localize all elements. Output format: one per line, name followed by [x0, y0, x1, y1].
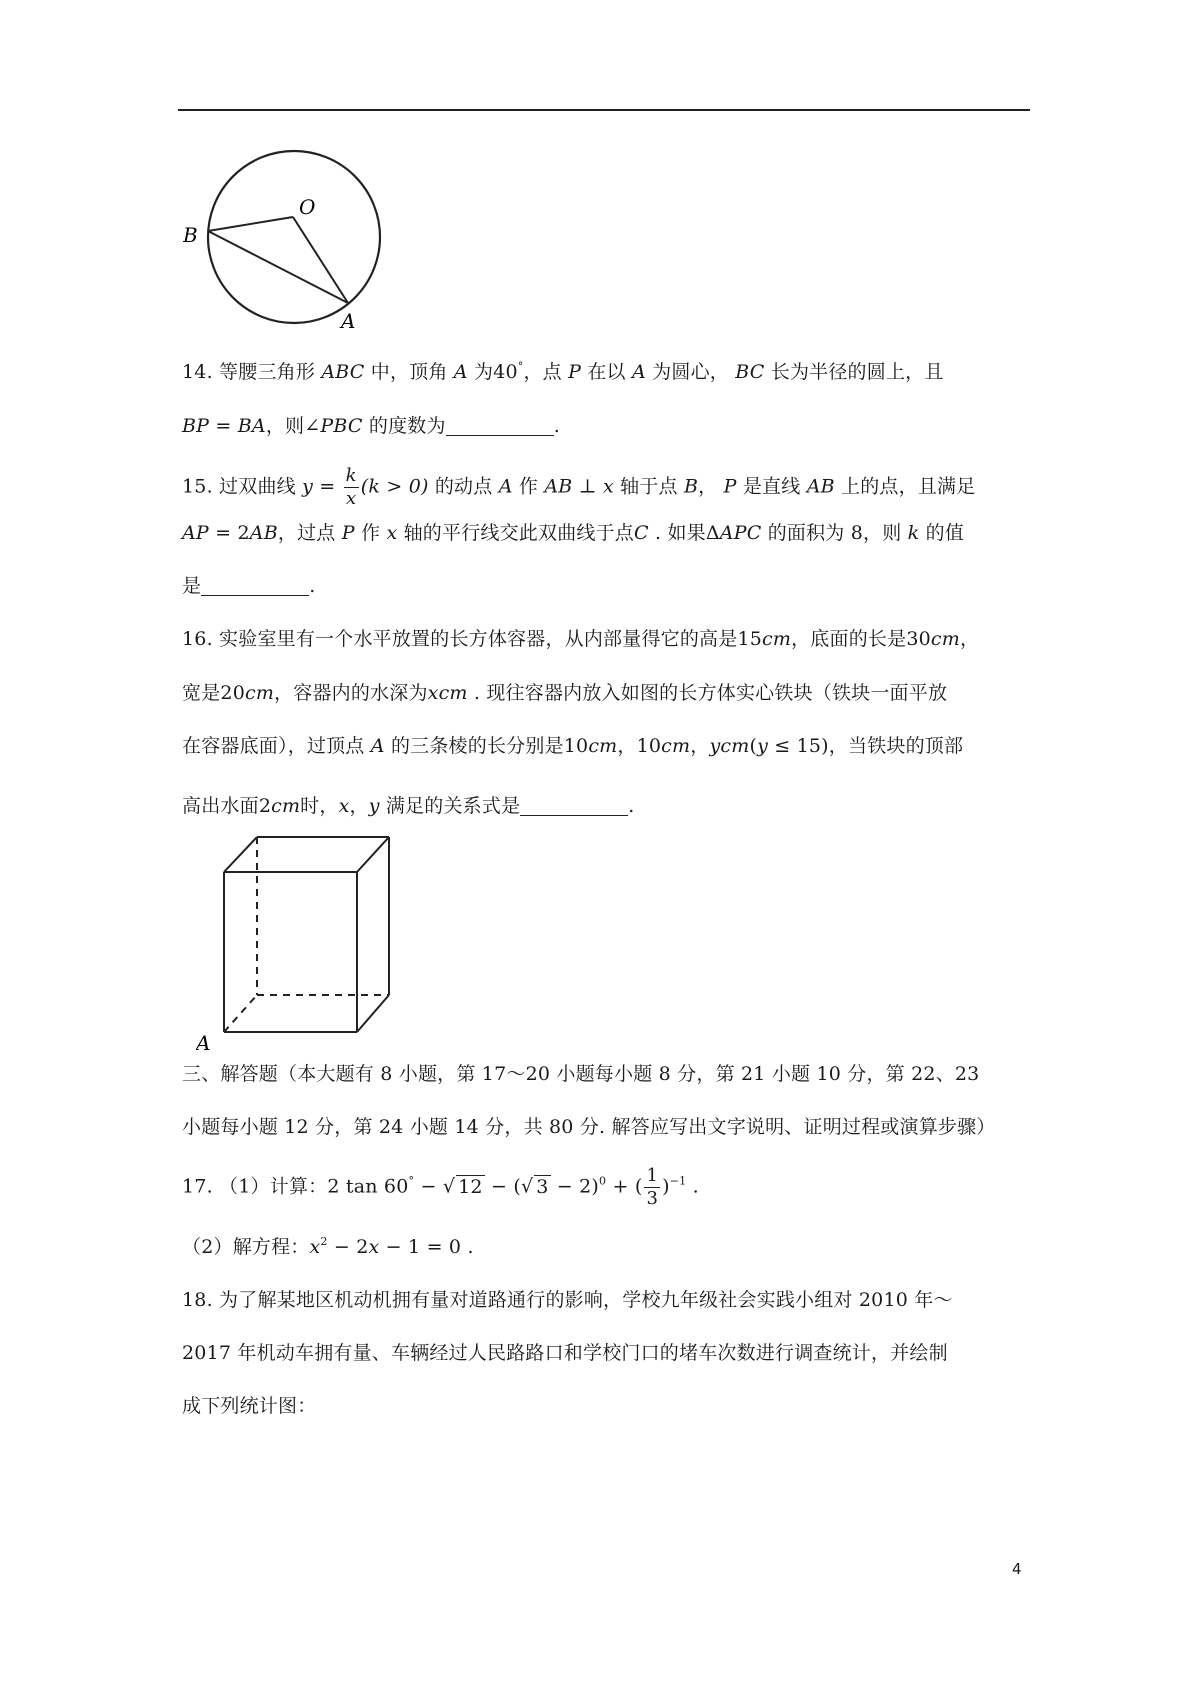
section-3-line-2: 小题每小题 12 分，第 24 小题 14 分，共 80 分. 解答应写出文字说明、证明过程或演算步骤） [182, 1116, 996, 1138]
q15-line-2: AP = 2AB，过点 P 作 x 轴的平行线交此双曲线于点C . 如果ΔAPC 的面积为 8，则 k 的值 [182, 522, 965, 544]
q17-line-1: 17. （1）计算：2 tan 60° − √ 12 − (√ 3 − 2)$^0$ + ( $\frac{1}{3}$ )$^{-1}$ . [182, 1165, 699, 1209]
page-number: 4 [1012, 1560, 1022, 1578]
q18-line-3: 成下列统计图： [182, 1395, 317, 1417]
fraction-k-over-x: $\frac{k}{x}$ [345, 465, 357, 509]
box-figure [196, 828, 406, 1050]
q15-answer-blank[interactable] [201, 575, 309, 596]
q14-line-1: 14. 等腰三角形 ABC 中，顶角 A 为40°，点 P 在以 A 为圆心， BC 长为半径的圆上，且 [182, 360, 944, 383]
q16-answer-blank[interactable] [520, 795, 628, 816]
q16-line-3: 在容器底面），过顶点 A 的三条棱的长分别是10cm，10cm，ycm(y ≤ 15)，当铁块的顶部 [182, 735, 964, 757]
box-top-left-edge [224, 837, 257, 872]
box-bottom-right-edge [357, 995, 389, 1032]
q17-line-2: （2）解方程：$x^2 - 2x - 1 = 0$ . [182, 1235, 474, 1258]
q16-line-2: 宽是20cm，容器内的水深为xcm . 现往容器内放入如图的长方体实心铁块（铁块一面平放 [182, 682, 948, 704]
q18-line-2: 2017 年机动车拥有量、车辆经过人民路路口和学校门口的堵车次数进行调查统计，并绘制 [182, 1342, 948, 1364]
q16-line-1: 16. 实验室里有一个水平放置的长方体容器，从内部量得它的高是15cm，底面的长是30cm， [182, 628, 980, 650]
point-b-label: B [183, 223, 198, 247]
q14-answer-blank[interactable] [446, 415, 554, 436]
q18-line-1: 18. 为了解某地区机动机拥有量对道路通行的影响，学校九年级社会实践小组对 2010 年～ [182, 1289, 953, 1311]
sqrt-12: 12 [458, 1175, 483, 1198]
box-hidden-depth [224, 995, 257, 1032]
circle-outline [208, 151, 380, 323]
circle-figure [183, 148, 398, 333]
header-rule [178, 109, 1030, 111]
q16-line-4: 高出水面2cm时，x，y 满足的关系式是 . [182, 795, 635, 817]
point-a-label: A [341, 309, 356, 333]
q15-line-1: 15. 过双曲线 y = $\frac{k}{x}$ (k > 0) 的动点 A 作 AB ⊥ x 轴于点 B， P 是直线 AB 上的点，且满足 [182, 465, 976, 509]
chord-ob [208, 217, 293, 231]
q14-line-2: BP = BA，则∠PBC 的度数为 . [182, 415, 560, 437]
fraction-one-third: $\frac{1}{3}$ [646, 1165, 659, 1209]
box-top-right-edge [357, 837, 389, 872]
vertex-a-label: A [196, 1031, 211, 1050]
sqrt-3: 3 [536, 1175, 549, 1198]
chord-oa [293, 217, 348, 303]
point-o-label: O [299, 195, 316, 219]
q15-line-3: 是 . [182, 575, 316, 597]
section-3-line-1: 三、解答题（本大题有 8 小题，第 17～20 小题每小题 8 分，第 21 小题 10 分，第 22、23 [182, 1063, 980, 1085]
